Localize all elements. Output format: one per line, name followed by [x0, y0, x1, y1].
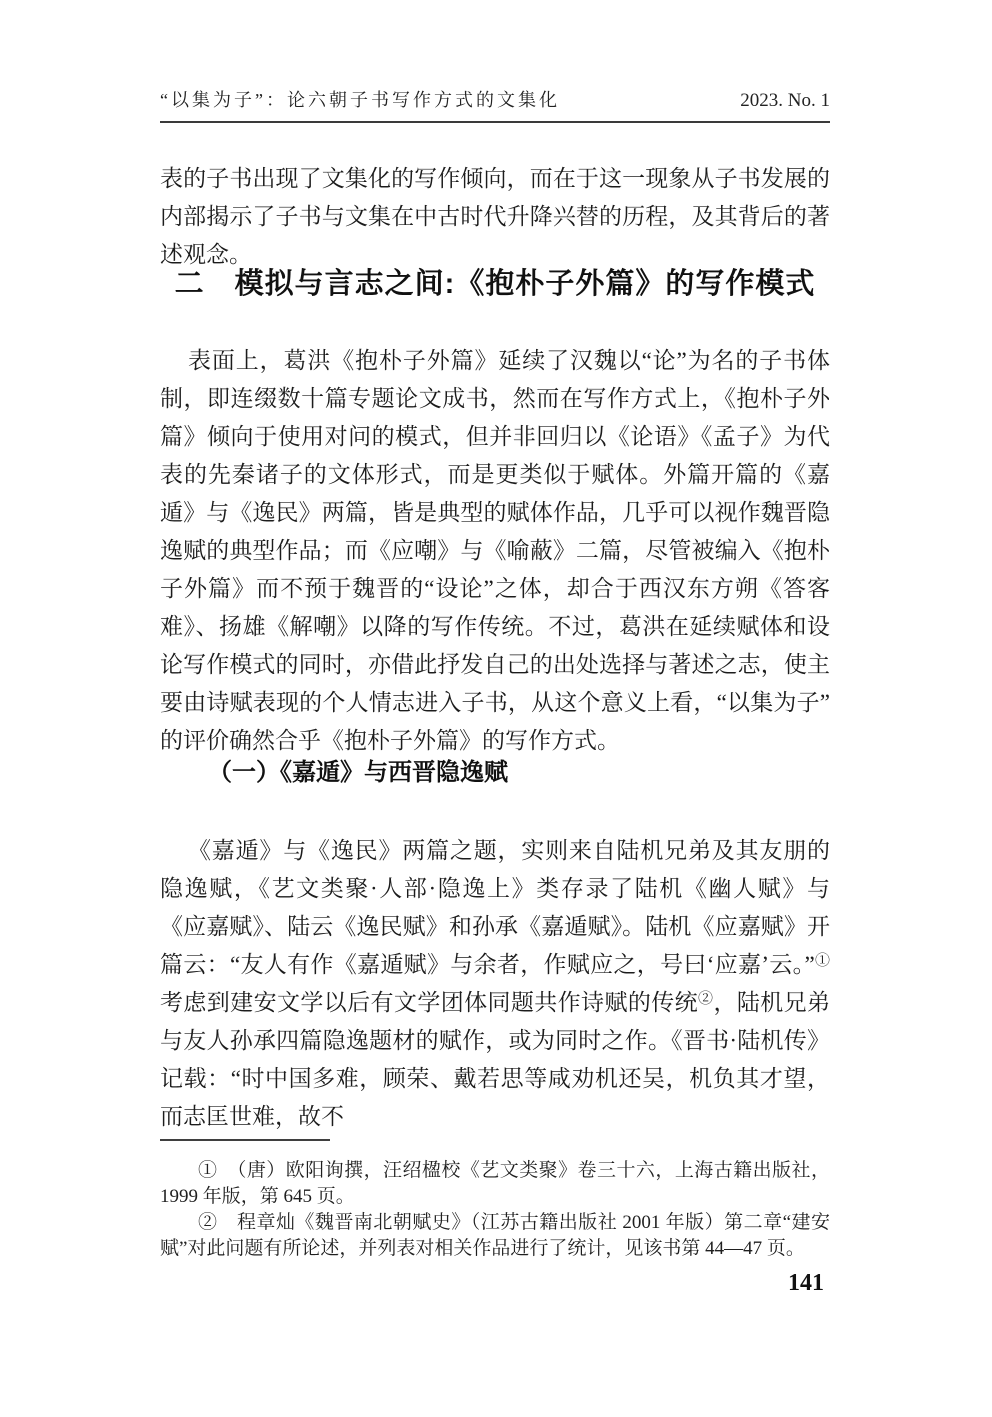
header-article-title: “以集为子”：论六朝子书写作方式的文集化: [160, 90, 560, 110]
paragraph-2: [160, 832, 830, 1136]
subsection-heading: （一）《嘉遁》与西晋隐逸赋: [208, 760, 508, 786]
header-issue-number: 2023. No. 1: [740, 90, 830, 111]
continued-paragraph: 表的子书出现了文集化的写作倾向，而在于这一现象从子书发展的内部揭示了子书与文集在中古时代升降兴替的历程，及其背后的著述观念。: [160, 166, 830, 267]
footnote-1: ① （唐）欧阳询撰，汪绍楹校《艺文类聚》卷三十六，上海古籍出版社，1999 年版，第 645 页。: [160, 1160, 830, 1207]
page-number: 141: [788, 1270, 824, 1296]
section-heading: 二 模拟与言志之间:《抱朴子外篇》的写作模式: [174, 268, 816, 300]
paragraph-1: 表面上，葛洪《抱朴子外篇》延续了汉魏以“论”为名的子书体制，即连缀数十篇专题论文成书，然而在写作方式上，《抱朴子外篇》倾向于使用对问的模式，但并非回归以《论语》《孟子》为代表的先秦诸子的文体形式，而是更类似于赋体。外篇开篇的《嘉遁》与《逸民》两篇，皆是典型的赋体作品，几乎可以视作魏晋隐逸赋的典型作品；而《应嘲》与《喻蔽》二篇，尽管被编入《抱朴子外篇》而不预于魏晋的“设论”之体，却合于西汉东方朔《答客难》、扬雄《解嘲》以降的写作传统。不过，葛洪在延续赋体和设论写作模式的同时，亦借此抒发自己的出处选择与著述之志，使主要由诗赋表现的个人情志进入子书，从这个意义上看，“以集为子”的评价确然合乎《抱朴子外篇》的写作方式。: [160, 348, 830, 753]
footnotes: [160, 1158, 830, 1262]
footnote-2: ② 程章灿《魏晋南北朝赋史》（江苏古籍出版社 2001 年版）第二章“建安赋”对此问题有所论述，并列表对相关作品进行了统计，见该书第 44—47 页。: [160, 1212, 830, 1259]
footnote-ref-1: ①: [814, 953, 830, 969]
header-divider: [160, 121, 830, 123]
paragraph-2-text: 考虑到建安文学以后有文学团体同题共作诗赋的传统: [160, 990, 699, 1015]
running-header: [160, 86, 830, 112]
paragraph-2-text: 《嘉遁》与《逸民》两篇之题，实则来自陆机兄弟及其友朋的隐逸赋，《艺文类聚·人部·隐逸上》类存录了陆机《幽人赋》与《应嘉赋》、陆云《逸民赋》和孙承《嘉遁赋》。陆机《应嘉赋》开篇云：“友人有作《嘉遁赋》与余者，作赋应之，号曰‘应嘉’云。”: [160, 838, 830, 977]
footnote-divider: [160, 1139, 330, 1141]
paragraph-2-text: ，陆机兄弟与友人孙承四篇隐逸题材的赋作，或为同时之作。《晋书·陆机传》记载：“时中国多难，顾荣、戴若思等咸劝机还吴，机负其才望，而志匡世难，故不: [160, 990, 831, 1129]
footnote-ref-2: ②: [698, 991, 714, 1007]
